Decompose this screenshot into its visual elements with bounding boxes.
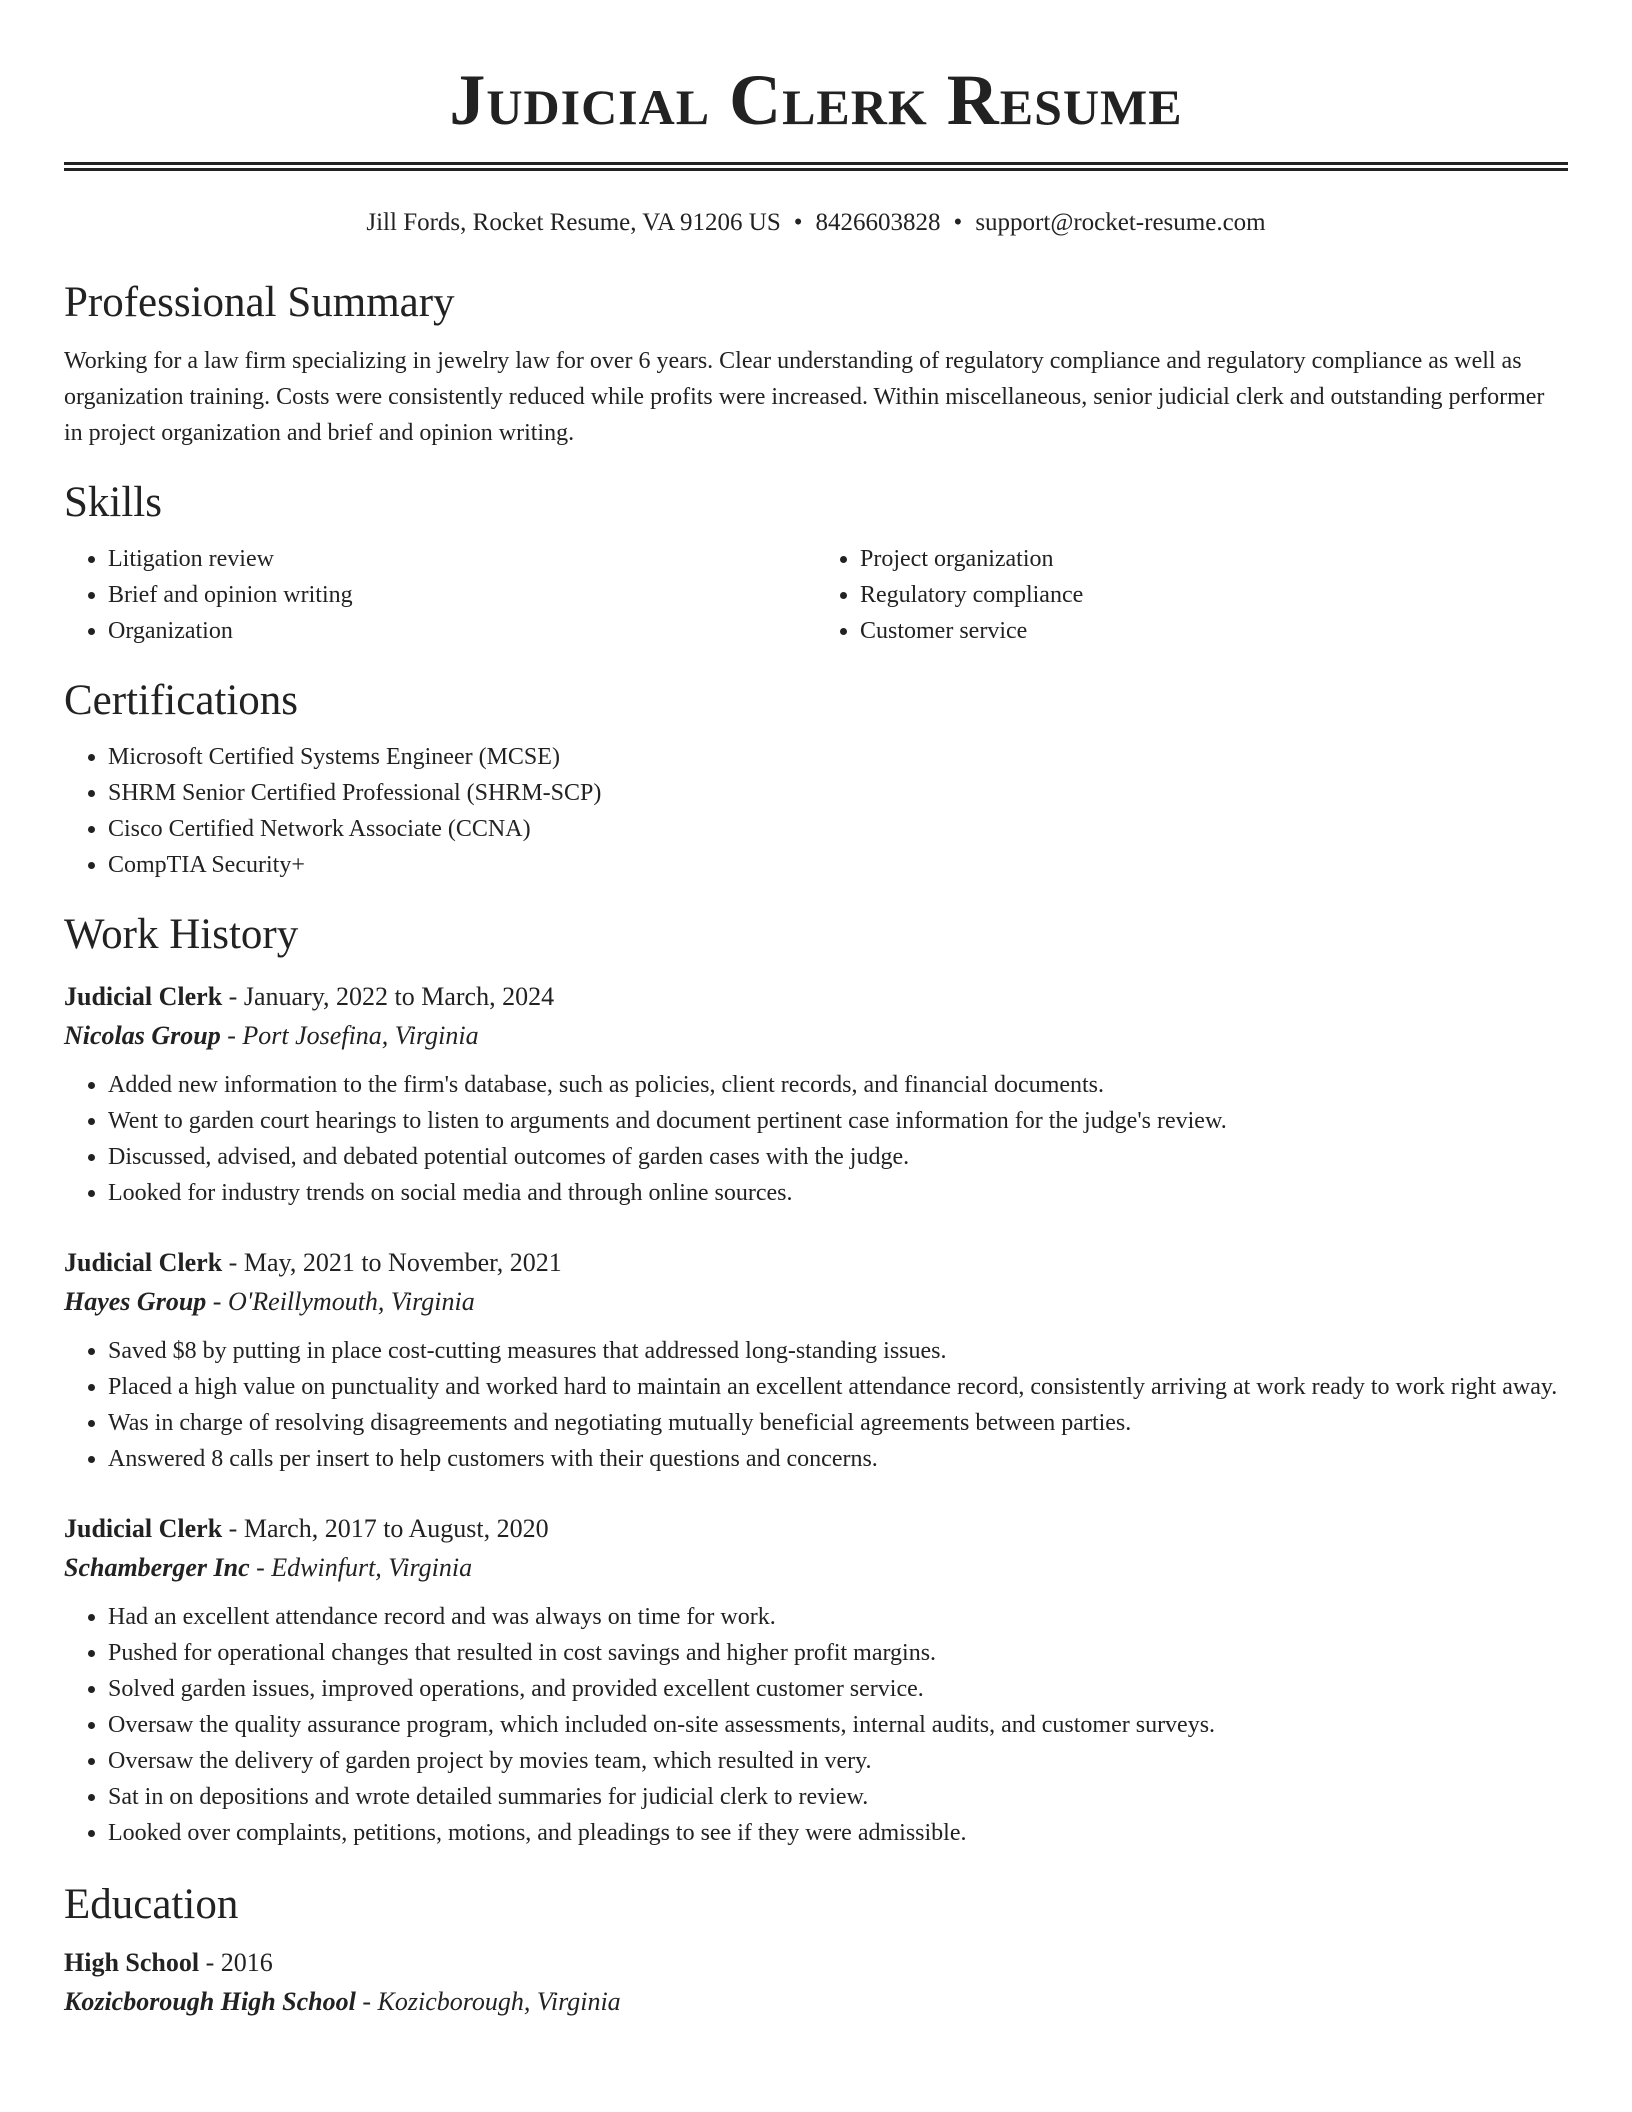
education-year: 2016 xyxy=(220,1948,273,1977)
job-title: Judicial Clerk xyxy=(64,1514,223,1543)
job-location: O'Reillymouth, Virginia xyxy=(227,1287,475,1316)
job-duties-list xyxy=(64,1333,1568,1477)
job-dates: January, 2022 to March, 2024 xyxy=(243,982,555,1011)
skills-list-left xyxy=(64,541,816,649)
work-history-heading: Work History xyxy=(64,911,299,958)
summary-text: Working for a law firm specializing in jewelry law for over 6 years. Clear understanding of regulatory compliance and regulatory compliance as well as organization training. Costs were consistently reduced while profits were increased. Within miscellaneous, senior judicial clerk and outstanding performer in project organization and brief and opinion writing. xyxy=(64,348,1545,446)
document-title: Judicial Clerk Resume xyxy=(449,60,1183,140)
job-duty: • Went to garden court hearings to listen to arguments and document pertinent case information for the judge's review. xyxy=(108,1103,1568,1139)
contact-separator: • xyxy=(953,209,963,236)
job-title-line xyxy=(64,1245,1568,1281)
contact-email: support@rocket-resume.com xyxy=(975,209,1266,236)
job-duty: • Answered 8 calls per insert to help customers with their questions and concerns. xyxy=(108,1441,1568,1477)
job-duty: • Added new information to the firm's database, such as policies, client records, and financial documents. xyxy=(108,1067,1568,1103)
job-duty: • Placed a high value on punctuality and worked hard to maintain an excellent attendance record, consistently arriving at work ready to work right away. xyxy=(108,1369,1568,1405)
job-dash: - xyxy=(220,1021,243,1050)
certification-item: • SHRM Senior Certified Professional (SHRM-SCP) xyxy=(108,775,1568,811)
job-duty: • Solved garden issues, improved operations, and provided excellent customer service. xyxy=(108,1671,1568,1707)
education-school-line xyxy=(64,1981,1568,2023)
skill-item: • Regulatory compliance xyxy=(860,577,1568,613)
summary-heading: Professional Summary xyxy=(64,279,455,326)
job-dates: May, 2021 to November, 2021 xyxy=(243,1248,562,1277)
education-dash: - xyxy=(199,1948,221,1977)
certification-item: • Cisco Certified Network Associate (CCNA) xyxy=(108,811,1568,847)
skill-item: • Organization xyxy=(108,613,816,649)
job-entry xyxy=(64,1511,1568,1851)
job-duty: • Had an excellent attendance record and was always on time for work. xyxy=(108,1599,1568,1635)
education-dash: - xyxy=(355,1987,378,2016)
job-duty: • Oversaw the quality assurance program, which included on-site assessments, internal audits, and customer surveys. xyxy=(108,1707,1568,1743)
education-heading: Education xyxy=(64,1881,239,1928)
job-company: Hayes Group xyxy=(64,1287,207,1316)
job-duty: • Looked over complaints, petitions, motions, and pleadings to see if they were admissible. xyxy=(108,1815,1568,1851)
job-duty: • Pushed for operational changes that resulted in cost savings and higher profit margins. xyxy=(108,1635,1568,1671)
job-entry xyxy=(64,1245,1568,1477)
job-duty: • Was in charge of resolving disagreements and negotiating mutually beneficial agreements between parties. xyxy=(108,1405,1568,1441)
job-dash: - xyxy=(206,1287,228,1316)
job-location: Edwinfurt, Virginia xyxy=(271,1553,473,1582)
job-company-line xyxy=(64,1281,1568,1323)
skill-item: • Litigation review xyxy=(108,541,816,577)
certifications-heading: Certifications xyxy=(64,677,299,724)
job-duties-list xyxy=(64,1599,1568,1851)
certification-item: • CompTIA Security+ xyxy=(108,847,1568,883)
job-title-line xyxy=(64,1511,1568,1547)
job-title-line xyxy=(64,979,1568,1015)
job-dash: - xyxy=(222,1514,244,1543)
education-school: Kozicborough High School xyxy=(64,1987,356,2016)
title-divider xyxy=(64,162,1568,171)
job-dates: March, 2017 to August, 2020 xyxy=(243,1514,549,1543)
education-degree: High School xyxy=(64,1948,200,1977)
skills-heading: Skills xyxy=(64,479,162,526)
job-dash: - xyxy=(222,1248,244,1277)
education-entry xyxy=(64,1945,1568,2023)
contact-line xyxy=(64,207,1568,239)
job-company-line xyxy=(64,1015,1568,1057)
contact-address: Jill Fords, Rocket Resume, VA 91206 US xyxy=(366,209,781,236)
contact-phone: 8426603828 xyxy=(815,209,941,236)
education-location: Kozicborough, Virginia xyxy=(377,1987,621,2016)
skill-item: • Project organization xyxy=(860,541,1568,577)
job-entry xyxy=(64,979,1568,1211)
skills-columns xyxy=(64,541,1568,649)
job-duties-list xyxy=(64,1067,1568,1211)
skill-item: • Brief and opinion writing xyxy=(108,577,816,613)
job-title: Judicial Clerk xyxy=(64,982,223,1011)
job-duty: • Looked for industry trends on social media and through online sources. xyxy=(108,1175,1568,1211)
job-location: Port Josefina, Virginia xyxy=(242,1021,479,1050)
job-company-line xyxy=(64,1547,1568,1589)
skills-list-right xyxy=(816,541,1568,649)
job-duty: • Saved $8 by putting in place cost-cutting measures that addressed long-standing issues. xyxy=(108,1333,1568,1369)
job-duty: • Sat in on depositions and wrote detailed summaries for judicial clerk to review. xyxy=(108,1779,1568,1815)
certifications-list xyxy=(64,739,1568,883)
job-title: Judicial Clerk xyxy=(64,1248,223,1277)
job-company: Nicolas Group xyxy=(64,1021,221,1050)
contact-separator: • xyxy=(793,209,803,236)
job-company: Schamberger Inc xyxy=(64,1553,250,1582)
education-degree-line xyxy=(64,1945,1568,1981)
certification-item: • Microsoft Certified Systems Engineer (MCSE) xyxy=(108,739,1568,775)
job-duty: • Oversaw the delivery of garden project by movies team, which resulted in very. xyxy=(108,1743,1568,1779)
job-dash: - xyxy=(222,982,244,1011)
skill-item: • Customer service xyxy=(860,613,1568,649)
job-duty: • Discussed, advised, and debated potential outcomes of garden cases with the judge. xyxy=(108,1139,1568,1175)
job-dash: - xyxy=(249,1553,272,1582)
